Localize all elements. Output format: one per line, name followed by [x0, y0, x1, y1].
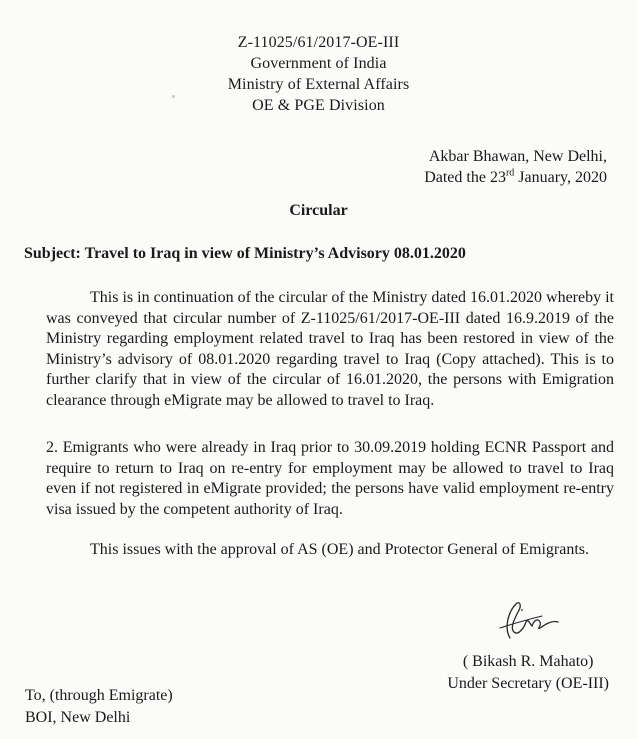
- signatory-designation: Under Secretary (OE-III): [447, 675, 609, 692]
- reference-number: Z-11025/61/2017-OE-III: [237, 34, 400, 51]
- date-suffix: January, 2020: [514, 169, 607, 186]
- handwritten-signature: [496, 598, 562, 644]
- place-and-date: [424, 146, 607, 188]
- recipient-line-1: To, (through Emigrate): [25, 687, 173, 704]
- signatory-block: [447, 651, 609, 695]
- date-superscript: rd: [505, 167, 515, 179]
- location: Akbar Bhawan, New Delhi,: [428, 148, 607, 165]
- date-line: [424, 167, 607, 188]
- date-prefix: Dated the 23: [424, 169, 506, 186]
- document-title: Circular: [289, 202, 348, 219]
- paragraph-1: This is in continuation of the circular of the Ministry dated 16.01.2020 whereby it was conveyed that circular number of Z-11025/61/2017-OE-III dated 16.9.2019 of the Ministry regarding employment related travel to Iraq has been restored in view of the Ministry’s advisory of 08.01.2020 regarding travel to Iraq (Copy attached). This is to further clarify that in view of the circular of 16.01.2020, the persons with Emigration clearance through eMigrate may be allowed to travel to Iraq.: [46, 289, 614, 409]
- recipient-block: [25, 685, 173, 729]
- paragraph-2: 2. Emigrants who were already in Iraq prior to 30.09.2019 holding ECNR Passport and require to return to Iraq on re-entry for employment may be allowed to travel to Iraq even if not registered in eMigrate provided; the persons have valid employment re-entry visa issued by the competent authority of Iraq.: [46, 439, 614, 518]
- division-line: OE & PGE Division: [252, 97, 385, 114]
- subject-line: Subject: Travel to Iraq in view of Ministry’s Advisory 08.01.2020: [24, 245, 466, 262]
- signatory-name: ( Bikash R. Mahato): [462, 653, 594, 670]
- paragraph-3: This issues with the approval of AS (OE) and Protector General of Emigrants.: [90, 541, 589, 558]
- ministry-line: Ministry of External Affairs: [227, 76, 410, 93]
- recipient-line-2: BOI, New Delhi: [25, 709, 131, 726]
- letterhead: [0, 32, 637, 116]
- government-line: Government of India: [250, 55, 387, 72]
